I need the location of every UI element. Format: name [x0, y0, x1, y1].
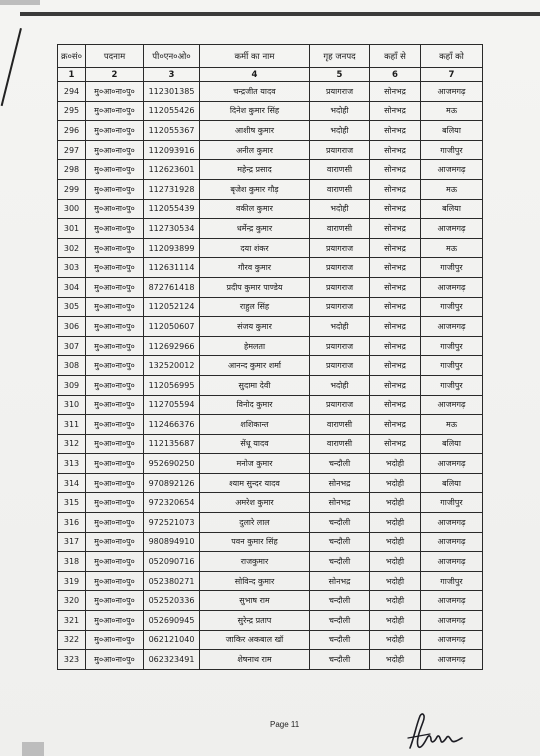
- page-number: Page 11: [270, 720, 300, 729]
- cell-home-district: चन्दौली: [310, 513, 370, 533]
- cell-sno: 304: [58, 277, 86, 297]
- cell-to: बलिया: [421, 434, 483, 454]
- cell-name: हेमलता: [200, 336, 310, 356]
- cell-sno: 320: [58, 591, 86, 611]
- cell-to: आजमगढ़: [421, 630, 483, 650]
- cell-pno: 112730534: [144, 219, 200, 239]
- cell-designation: मु०आ०ना०पु०: [86, 532, 144, 552]
- cell-sno: 306: [58, 317, 86, 337]
- cell-name: अमरेश कुमार: [200, 493, 310, 513]
- table-row: [58, 317, 483, 337]
- cell-designation: मु०आ०ना०पु०: [86, 611, 144, 631]
- column-number: 1: [58, 68, 86, 82]
- header-pno: पी०एन०ओ०: [144, 45, 200, 68]
- cell-sno: 296: [58, 121, 86, 141]
- table-row: [58, 160, 483, 180]
- table-row: [58, 356, 483, 376]
- cell-designation: मु०आ०ना०पु०: [86, 552, 144, 572]
- cell-name: गौरव कुमार: [200, 258, 310, 278]
- cell-home-district: भदोही: [310, 121, 370, 141]
- cell-to: बलिया: [421, 473, 483, 493]
- cell-to: मऊ: [421, 101, 483, 121]
- cell-home-district: प्रयागराज: [310, 297, 370, 317]
- cell-from: सोनभद्र: [370, 258, 421, 278]
- cell-from: सोनभद्र: [370, 415, 421, 435]
- cell-from: भदोही: [370, 473, 421, 493]
- cell-pno: 112135687: [144, 434, 200, 454]
- cell-sno: 312: [58, 434, 86, 454]
- cell-sno: 298: [58, 160, 86, 180]
- top-rule: [20, 12, 540, 16]
- cell-from: सोनभद्र: [370, 101, 421, 121]
- cell-to: गाजीपुर: [421, 493, 483, 513]
- cell-from: भदोही: [370, 552, 421, 572]
- cell-home-district: चन्दौली: [310, 552, 370, 572]
- cell-sno: 321: [58, 611, 86, 631]
- cell-name: मनोज कुमार: [200, 454, 310, 474]
- header-home-district: गृह जनपद: [310, 45, 370, 68]
- cell-to: मऊ: [421, 415, 483, 435]
- cell-home-district: प्रयागराज: [310, 258, 370, 278]
- table-body: [58, 82, 483, 670]
- cell-to: बलिया: [421, 199, 483, 219]
- cell-from: भदोही: [370, 532, 421, 552]
- cell-sno: 316: [58, 513, 86, 533]
- table-row: [58, 375, 483, 395]
- header-sno: क्र०सं०: [58, 45, 86, 68]
- table-row: [58, 121, 483, 141]
- cell-name: सुरेन्द्र प्रताप: [200, 611, 310, 631]
- cell-designation: मु०आ०ना०पु०: [86, 277, 144, 297]
- table-row: [58, 434, 483, 454]
- cell-to: आजमगढ़: [421, 219, 483, 239]
- transfer-table: [57, 44, 483, 670]
- cell-name: सुदामा देवी: [200, 375, 310, 395]
- cell-to: गाजीपुर: [421, 140, 483, 160]
- cell-to: गाजीपुर: [421, 356, 483, 376]
- cell-designation: मु०आ०ना०पु०: [86, 473, 144, 493]
- cell-designation: मु०आ०ना०पु०: [86, 317, 144, 337]
- cell-designation: मु०आ०ना०पु०: [86, 375, 144, 395]
- cell-home-district: वाराणसी: [310, 219, 370, 239]
- cell-name: अनील कुमार: [200, 140, 310, 160]
- table-row: [58, 238, 483, 258]
- cell-designation: मु०आ०ना०पु०: [86, 219, 144, 239]
- cell-home-district: वाराणसी: [310, 415, 370, 435]
- table-row: [58, 611, 483, 631]
- margin-pen-stroke: [1, 28, 22, 106]
- table-row: [58, 179, 483, 199]
- cell-name: संजय कुमार: [200, 317, 310, 337]
- cell-home-district: वाराणसी: [310, 434, 370, 454]
- cell-designation: मु०आ०ना०पु०: [86, 493, 144, 513]
- cell-sno: 314: [58, 473, 86, 493]
- cell-from: सोनभद्र: [370, 434, 421, 454]
- cell-sno: 323: [58, 650, 86, 670]
- cell-from: भदोही: [370, 591, 421, 611]
- table-row: [58, 552, 483, 572]
- cell-pno: 062121040: [144, 630, 200, 650]
- cell-designation: मु०आ०ना०पु०: [86, 199, 144, 219]
- header-name: कर्मी का नाम: [200, 45, 310, 68]
- cell-from: सोनभद्र: [370, 179, 421, 199]
- cell-designation: मु०आ०ना०पु०: [86, 571, 144, 591]
- cell-to: आजमगढ़: [421, 317, 483, 337]
- cell-to: आजमगढ़: [421, 160, 483, 180]
- cell-pno: 112301385: [144, 82, 200, 102]
- signature-icon: [404, 708, 466, 754]
- cell-pno: 052520336: [144, 591, 200, 611]
- cell-sno: 322: [58, 630, 86, 650]
- cell-home-district: प्रयागराज: [310, 277, 370, 297]
- table-row: [58, 101, 483, 121]
- column-number: 7: [421, 68, 483, 82]
- cell-home-district: प्रयागराज: [310, 140, 370, 160]
- column-number: 2: [86, 68, 144, 82]
- cell-home-district: भदोही: [310, 317, 370, 337]
- cell-sno: 301: [58, 219, 86, 239]
- cell-from: भदोही: [370, 611, 421, 631]
- cell-sno: 318: [58, 552, 86, 572]
- scan-corner: [22, 742, 44, 756]
- cell-pno: 112731928: [144, 179, 200, 199]
- cell-pno: 062323491: [144, 650, 200, 670]
- table-row: [58, 454, 483, 474]
- cell-pno: 112466376: [144, 415, 200, 435]
- table-row: [58, 532, 483, 552]
- cell-from: भदोही: [370, 630, 421, 650]
- cell-sno: 307: [58, 336, 86, 356]
- cell-home-district: चन्दौली: [310, 591, 370, 611]
- table-row: [58, 82, 483, 102]
- cell-home-district: चन्दौली: [310, 650, 370, 670]
- cell-name: श्याम सुन्दर यादव: [200, 473, 310, 493]
- cell-sno: 308: [58, 356, 86, 376]
- cell-name: प्रदीप कुमार पाण्डेय: [200, 277, 310, 297]
- cell-to: बलिया: [421, 121, 483, 141]
- cell-to: आजमगढ़: [421, 552, 483, 572]
- cell-home-district: भदोही: [310, 101, 370, 121]
- cell-designation: मु०आ०ना०पु०: [86, 179, 144, 199]
- cell-designation: मु०आ०ना०पु०: [86, 434, 144, 454]
- cell-name: आशीष कुमार: [200, 121, 310, 141]
- cell-pno: 972521073: [144, 513, 200, 533]
- cell-name: पवन कुमार सिंह: [200, 532, 310, 552]
- cell-designation: मु०आ०ना०पु०: [86, 82, 144, 102]
- table-row: [58, 630, 483, 650]
- cell-sno: 319: [58, 571, 86, 591]
- table-row: [58, 140, 483, 160]
- cell-pno: 970892126: [144, 473, 200, 493]
- cell-from: सोनभद्र: [370, 82, 421, 102]
- cell-pno: 112055367: [144, 121, 200, 141]
- cell-from: सोनभद्र: [370, 277, 421, 297]
- cell-to: आजमगढ़: [421, 591, 483, 611]
- cell-pno: 052090716: [144, 552, 200, 572]
- table-row: [58, 591, 483, 611]
- cell-home-district: चन्दौली: [310, 532, 370, 552]
- cell-name: शेषनाथ राम: [200, 650, 310, 670]
- cell-to: आजमगढ़: [421, 454, 483, 474]
- cell-pno: 052380271: [144, 571, 200, 591]
- table-row: [58, 513, 483, 533]
- cell-sno: 315: [58, 493, 86, 513]
- cell-pno: 112631114: [144, 258, 200, 278]
- cell-sno: 297: [58, 140, 86, 160]
- cell-sno: 317: [58, 532, 86, 552]
- cell-designation: मु०आ०ना०पु०: [86, 630, 144, 650]
- table-row: [58, 199, 483, 219]
- cell-name: वकील कुमार: [200, 199, 310, 219]
- cell-sno: 303: [58, 258, 86, 278]
- cell-from: सोनभद्र: [370, 395, 421, 415]
- cell-to: गाजीपुर: [421, 571, 483, 591]
- cell-sno: 299: [58, 179, 86, 199]
- cell-pno: 872761418: [144, 277, 200, 297]
- cell-name: राहुल सिंह: [200, 297, 310, 317]
- cell-designation: मु०आ०ना०पु०: [86, 513, 144, 533]
- cell-from: सोनभद्र: [370, 356, 421, 376]
- cell-name: शशिकान्त: [200, 415, 310, 435]
- cell-from: सोनभद्र: [370, 297, 421, 317]
- cell-designation: मु०आ०ना०पु०: [86, 297, 144, 317]
- cell-from: भदोही: [370, 493, 421, 513]
- cell-sno: 305: [58, 297, 86, 317]
- cell-pno: 980894910: [144, 532, 200, 552]
- cell-name: जाकिर अकबाल खॉ: [200, 630, 310, 650]
- column-number: 5: [310, 68, 370, 82]
- cell-name: दया शंकर: [200, 238, 310, 258]
- cell-name: सेंधू यादव: [200, 434, 310, 454]
- cell-sno: 311: [58, 415, 86, 435]
- column-number: 3: [144, 68, 200, 82]
- cell-to: गाजीपुर: [421, 336, 483, 356]
- cell-designation: मु०आ०ना०पु०: [86, 650, 144, 670]
- table-row: [58, 219, 483, 239]
- cell-name: विनोद कुमार: [200, 395, 310, 415]
- cell-sno: 300: [58, 199, 86, 219]
- cell-pno: 972320654: [144, 493, 200, 513]
- cell-to: आजमगढ़: [421, 277, 483, 297]
- cell-name: सोविन्द कुमार: [200, 571, 310, 591]
- cell-home-district: सोनभद्र: [310, 571, 370, 591]
- cell-pno: 112050607: [144, 317, 200, 337]
- cell-home-district: वाराणसी: [310, 160, 370, 180]
- table-row: [58, 473, 483, 493]
- cell-to: मऊ: [421, 179, 483, 199]
- cell-from: सोनभद्र: [370, 336, 421, 356]
- cell-pno: 112055426: [144, 101, 200, 121]
- cell-name: महेन्द्र प्रसाद: [200, 160, 310, 180]
- cell-to: आजमगढ़: [421, 532, 483, 552]
- cell-name: राजकुमार: [200, 552, 310, 572]
- header-to: कहाँ को: [421, 45, 483, 68]
- cell-designation: मु०आ०ना०पु०: [86, 258, 144, 278]
- table-row: [58, 650, 483, 670]
- cell-from: सोनभद्र: [370, 140, 421, 160]
- cell-from: भदोही: [370, 454, 421, 474]
- column-number: 4: [200, 68, 310, 82]
- cell-to: आजमगढ़: [421, 611, 483, 631]
- cell-pno: 112056995: [144, 375, 200, 395]
- cell-sno: 313: [58, 454, 86, 474]
- table-row: [58, 297, 483, 317]
- cell-from: सोनभद्र: [370, 238, 421, 258]
- cell-sno: 294: [58, 82, 86, 102]
- cell-to: आजमगढ़: [421, 650, 483, 670]
- header-designation: पदनाम: [86, 45, 144, 68]
- cell-home-district: वाराणसी: [310, 179, 370, 199]
- cell-designation: मु०आ०ना०पु०: [86, 356, 144, 376]
- cell-to: आजमगढ़: [421, 513, 483, 533]
- cell-to: गाजीपुर: [421, 258, 483, 278]
- cell-name: चन्द्रजीत यादव: [200, 82, 310, 102]
- cell-home-district: प्रयागराज: [310, 82, 370, 102]
- cell-designation: मु०आ०ना०पु०: [86, 238, 144, 258]
- cell-to: आजमगढ़: [421, 395, 483, 415]
- table-row: [58, 395, 483, 415]
- cell-pno: 112093899: [144, 238, 200, 258]
- cell-home-district: भदोही: [310, 375, 370, 395]
- column-number-row: [58, 68, 483, 82]
- cell-pno: 112093916: [144, 140, 200, 160]
- cell-home-district: प्रयागराज: [310, 395, 370, 415]
- cell-home-district: प्रयागराज: [310, 356, 370, 376]
- cell-sno: 295: [58, 101, 86, 121]
- table-row: [58, 493, 483, 513]
- cell-home-district: सोनभद्र: [310, 473, 370, 493]
- table-header-row: [58, 45, 483, 68]
- cell-designation: मु०आ०ना०पु०: [86, 415, 144, 435]
- cell-designation: मु०आ०ना०पु०: [86, 395, 144, 415]
- cell-designation: मु०आ०ना०पु०: [86, 454, 144, 474]
- cell-home-district: चन्दौली: [310, 630, 370, 650]
- cell-home-district: सोनभद्र: [310, 493, 370, 513]
- cell-name: दुलारे लाल: [200, 513, 310, 533]
- cell-name: दिनेश कुमार सिंह: [200, 101, 310, 121]
- cell-name: धर्मेन्द्र कुमार: [200, 219, 310, 239]
- cell-name: सुभाष राम: [200, 591, 310, 611]
- cell-home-district: प्रयागराज: [310, 238, 370, 258]
- cell-pno: 112705594: [144, 395, 200, 415]
- cell-from: भदोही: [370, 650, 421, 670]
- cell-name: बृजेश कुमार गौड़: [200, 179, 310, 199]
- cell-home-district: प्रयागराज: [310, 336, 370, 356]
- cell-from: सोनभद्र: [370, 121, 421, 141]
- cell-to: आजमगढ़: [421, 82, 483, 102]
- cell-to: मऊ: [421, 238, 483, 258]
- cell-from: सोनभद्र: [370, 199, 421, 219]
- cell-pno: 112692966: [144, 336, 200, 356]
- column-number: 6: [370, 68, 421, 82]
- cell-name: आनन्द कुमार शर्मा: [200, 356, 310, 376]
- table-row: [58, 571, 483, 591]
- table-row: [58, 336, 483, 356]
- cell-pno: 112623601: [144, 160, 200, 180]
- cell-designation: मु०आ०ना०पु०: [86, 121, 144, 141]
- cell-to: गाजीपुर: [421, 375, 483, 395]
- cell-sno: 309: [58, 375, 86, 395]
- scan-edge: [0, 0, 40, 5]
- header-from: कहाँ से: [370, 45, 421, 68]
- cell-pno: 112055439: [144, 199, 200, 219]
- table-row: [58, 258, 483, 278]
- cell-from: सोनभद्र: [370, 160, 421, 180]
- cell-designation: मु०आ०ना०पु०: [86, 336, 144, 356]
- cell-designation: मु०आ०ना०पु०: [86, 591, 144, 611]
- cell-from: सोनभद्र: [370, 219, 421, 239]
- cell-to: गाजीपुर: [421, 297, 483, 317]
- cell-from: भदोही: [370, 513, 421, 533]
- cell-designation: मु०आ०ना०पु०: [86, 140, 144, 160]
- cell-home-district: भदोही: [310, 199, 370, 219]
- cell-home-district: चन्दौली: [310, 454, 370, 474]
- cell-designation: मु०आ०ना०पु०: [86, 101, 144, 121]
- table-row: [58, 415, 483, 435]
- cell-from: भदोही: [370, 571, 421, 591]
- cell-from: सोनभद्र: [370, 375, 421, 395]
- cell-pno: 952690250: [144, 454, 200, 474]
- table-row: [58, 277, 483, 297]
- cell-home-district: चन्दौली: [310, 611, 370, 631]
- cell-sno: 302: [58, 238, 86, 258]
- cell-pno: 132520012: [144, 356, 200, 376]
- cell-pno: 052690945: [144, 611, 200, 631]
- cell-sno: 310: [58, 395, 86, 415]
- cell-pno: 112052124: [144, 297, 200, 317]
- cell-from: सोनभद्र: [370, 317, 421, 337]
- cell-designation: मु०आ०ना०पु०: [86, 160, 144, 180]
